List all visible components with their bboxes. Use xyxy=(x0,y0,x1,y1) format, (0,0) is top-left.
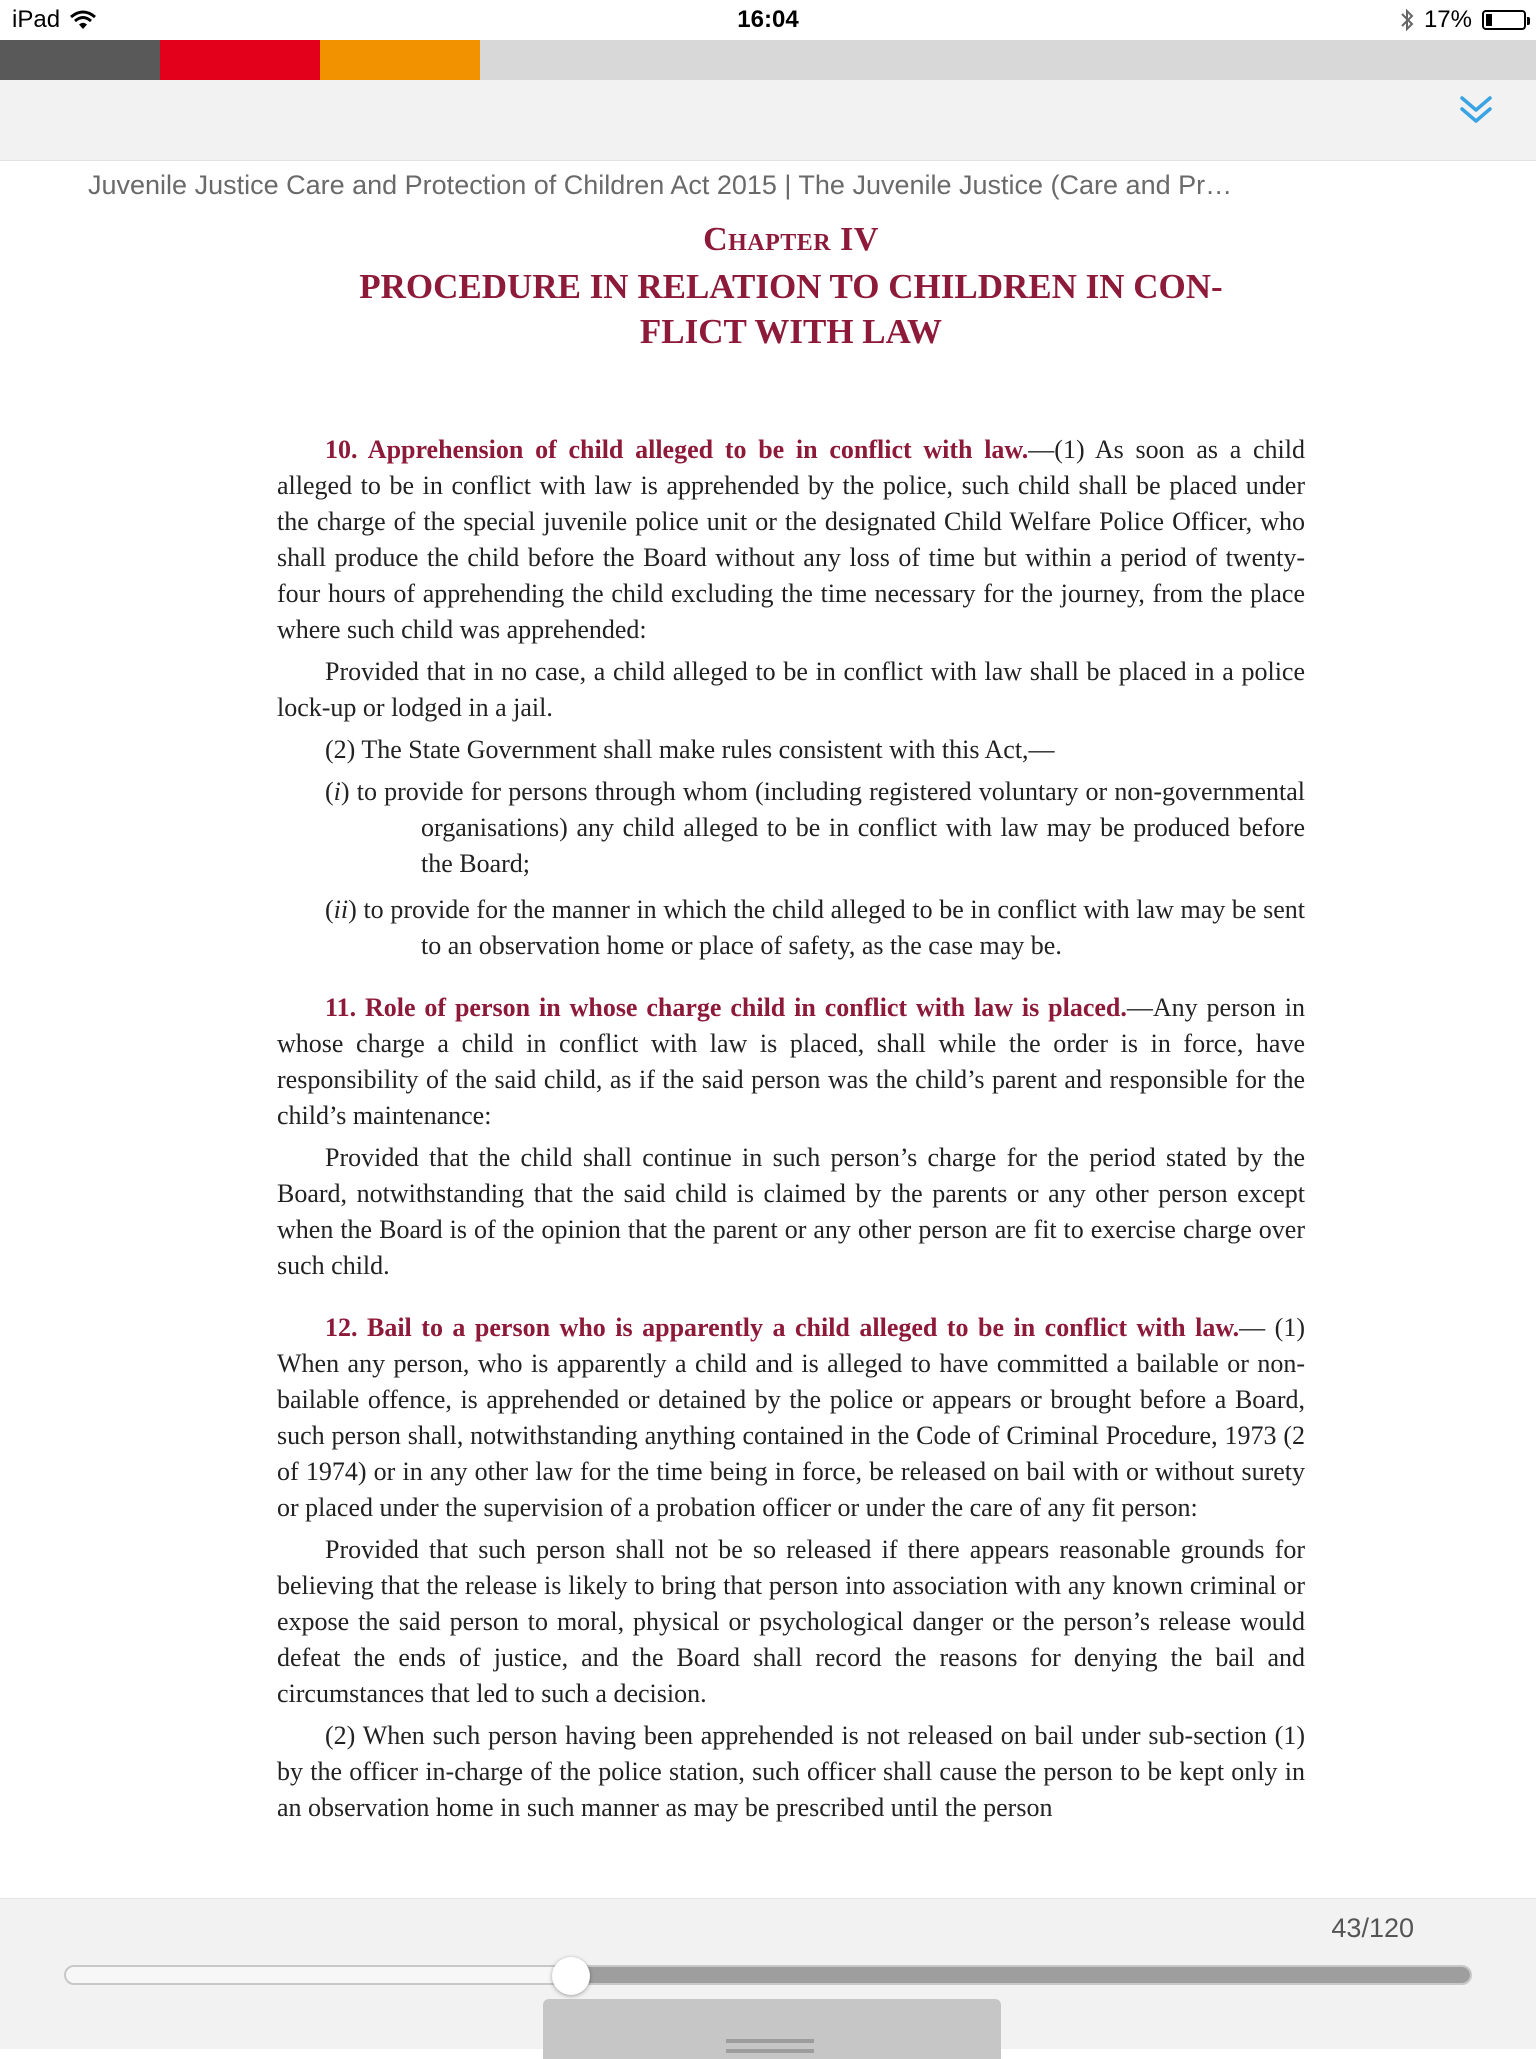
top-toolbar xyxy=(0,80,1536,161)
item-ii-text: to provide for the manner in which the child alleged to be in conflict with law may be sent to an observation home or place of safety, as the case may be. xyxy=(363,895,1305,960)
section-10 xyxy=(277,432,1305,648)
color-tab-1[interactable] xyxy=(0,40,160,80)
page-slider-track[interactable] xyxy=(64,1965,1472,1985)
item-ii-number: ii xyxy=(333,895,349,924)
section-11-text: —Any person in whose charge a child in conflict with law is placed, shall while the order is in force, have responsibility of the said child, as if the said person was the child’s parent and responsible for the child’s maintenance: xyxy=(277,993,1305,1130)
section-10-item-i: (i) to provide for persons through whom (including registered voluntary or non-governmental organisations) any child alleged to be in conflict with law may be produced before the Board; xyxy=(325,777,1305,878)
section-10-text: —(1) As soon as a child alleged to be in conflict with law is apprehended by the police, such child shall be placed under the charge of the special juvenile police unit or the designated Child Welfare Police Officer, who shall produce the child before the Board without any loss of time but within a period of twenty-four hours of apprehending the child excluding the time necessary for the journey, from the place where such child was apprehended: xyxy=(277,435,1305,644)
status-right xyxy=(1400,6,1526,34)
item-i-number: i xyxy=(333,777,341,806)
chapter-title: PROCEDURE IN RELATION TO CHILDREN IN CON-FLICT WITH LAW xyxy=(359,267,1223,351)
battery-percent: 17% xyxy=(1423,6,1472,33)
tab-strip xyxy=(0,40,1536,80)
section-12 xyxy=(277,1310,1305,1526)
page-slider-knob[interactable] xyxy=(552,1957,590,1995)
device-name: iPad xyxy=(12,6,61,33)
status-bar xyxy=(0,0,1536,40)
section-11 xyxy=(277,990,1305,1134)
chapter-number: Chapter IV xyxy=(703,221,879,258)
section-12-text: — (1) When any person, who is apparently a child and is alleged to have committed a bailable or non-bailable offence, is apprehended or detained by the police or appears or brought before a Board, such person shall, notwithstanding anything contained in the Code of Criminal Procedure, 1973 (2 of 1974) or in any other law for the time being in force, be released on bail with or without surety or placed under the supervision of a probation officer or under the care of any fit person: xyxy=(277,1313,1305,1522)
section-11-title: 11. Role of person in whose charge child in conflict with law is placed. xyxy=(325,993,1127,1022)
drawer-handle[interactable] xyxy=(543,1999,1001,2059)
color-tab-3[interactable] xyxy=(320,40,480,80)
section-12-title: 12. Bail to a person who is apparently a child alleged to be in conflict with law. xyxy=(325,1313,1240,1342)
grip-line xyxy=(726,2049,814,2053)
bottom-bar xyxy=(0,1898,1536,2049)
page-indicator: 43/120 xyxy=(1331,1913,1414,1943)
section-12-subsection-2: (2) When such person having been apprehended is not released on bail under sub-section (1) by the officer in-charge of the police station, such officer shall cause the person to be kept only in an observation home in such manner as may be prescribed until the person xyxy=(277,1721,1305,1822)
battery-level xyxy=(1486,14,1492,26)
section-11-proviso: Provided that the child shall continue in such person’s charge for the period stated by the Board, notwithstanding that the said child is claimed by the parents or any other person except when the Board is of the opinion that the parent or any other person are fit to exercise charge over such child. xyxy=(277,1143,1305,1280)
grip-line xyxy=(726,2039,814,2043)
section-10-item-ii: (ii) to provide for the manner in which the child alleged to be in conflict with law may be sent to an observation home or place of safety, as the case may be. xyxy=(325,895,1305,960)
item-i-text: to provide for persons through whom (including registered voluntary or non-governmental organisations) any child alleged to be in conflict with law may be produced before the Board; xyxy=(356,777,1305,878)
page-slider-remaining xyxy=(573,1967,1470,1983)
bluetooth-icon xyxy=(1400,8,1414,32)
clock: 16:04 xyxy=(737,6,799,33)
battery-nub xyxy=(1527,17,1530,25)
section-10-proviso: Provided that in no case, a child alleged to be in conflict with law shall be placed in a police lock-up or lodged in a jail. xyxy=(277,657,1305,722)
document-page xyxy=(277,220,1305,1826)
color-tab-2[interactable] xyxy=(160,40,320,80)
battery-icon xyxy=(1482,10,1526,30)
document-header: Juvenile Justice Care and Protection of Children Act 2015 | The Juvenile Justice (Care and Pr… xyxy=(88,170,1233,200)
section-12-proviso: Provided that such person shall not be so released if there appears reasonable grounds for believing that the release is likely to bring that person into association with any known criminal or expose the said person to moral, physical or psychological danger or the person’s release would defeat the ends of justice, and the Board shall record the reasons for denying the bail and circumstances that led to such a decision. xyxy=(277,1535,1305,1708)
section-10-subsection-2: (2) The State Government shall make rules consistent with this Act,— xyxy=(325,735,1055,764)
double-chevron-down-icon[interactable] xyxy=(1456,90,1496,130)
section-10-title: 10. Apprehension of child alleged to be in conflict with law. xyxy=(325,435,1029,464)
